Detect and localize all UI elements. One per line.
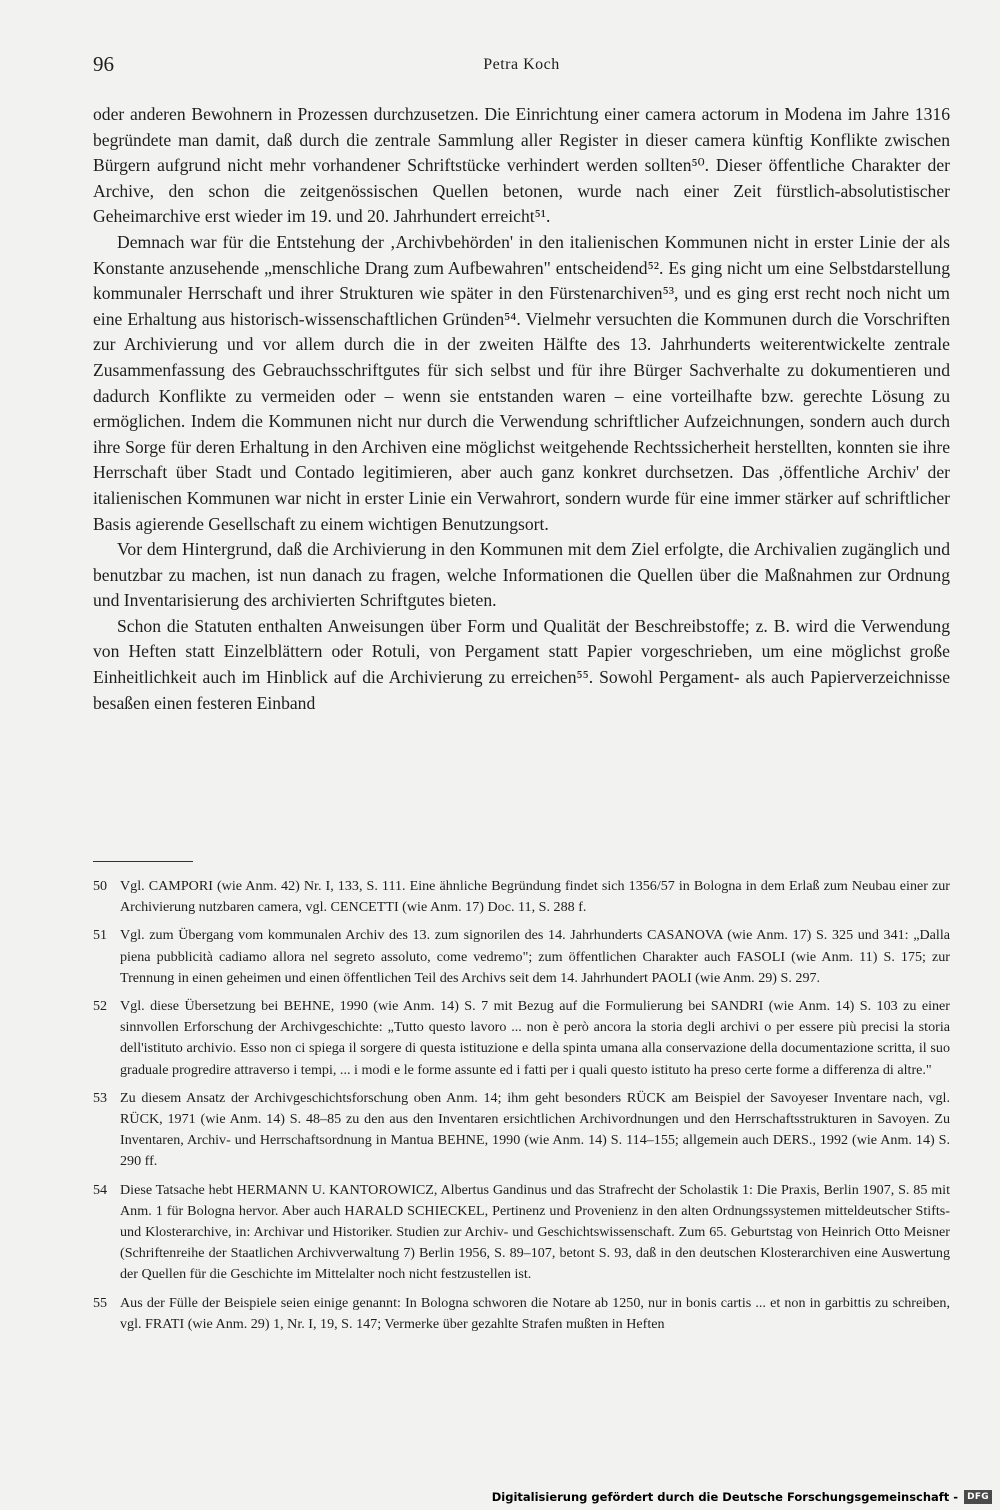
page-number: 96	[93, 52, 114, 76]
footnote	[93, 1088, 950, 1173]
footnote-text: Diese Tatsache hebt HERMANN U. KANTOROWICZ, Albertus Gandinus und das Strafrecht der Scholastik 1: Die Praxis, Berlin 1907, S. 85 mit Anm. 1 für Bologna hervor. Aber auch HARALD SCHIECKEL, Pertinenz und Provenienz in den alten Ordnungssystemen mitteldeutscher Stifts- und Klosterarchive, in: Archivar und Historiker. Studien zur Archiv- und Geschichtswissenschaft. Zum 65. Geburtstag von Heinrich Otto Meisner (Schriftenreihe der Staatlichen Archivverwaltung 7) Berlin 1956, S. 89–107, betont S. 93, daß in den deutschen Klosterarchiven eine Auswertung der Quellen für die Geschichte im Mittelalter noch nicht festzustellen ist.	[120, 1181, 950, 1283]
body-text	[93, 102, 950, 716]
footnote-number: 55	[93, 1294, 108, 1311]
body-paragraph: Schon die Statuten enthalten Anweisungen über Form und Qualität der Beschreibstoffe; z. B. wird die Verwendung von Heften statt Einzelblättern oder Rotuli, von Pergament statt Papier vorgeschrieben, um eine möglichst große Einheitlichkeit auch im Hinblick auf die Archivierung zu erreichen⁵⁵. Sowohl Pergament- als auch Papierverzeichnisse besaßen einen festeren Einband	[93, 615, 950, 713]
footnote-number: 54	[93, 1181, 108, 1198]
footnote-number: 51	[93, 927, 108, 944]
body-paragraph: Demnach war für die Entstehung der ‚Archivbehörden' in den italienischen Kommunen nicht in erster Linie der als Konstante anzusehende „menschliche Drang zum Aufbewahren" entscheidend⁵². Es ging nicht um eine Selbstdarstellung kommunaler Herrschaft und ihrer Strukturen wie später in den Fürstenarchiven⁵³, und es ging erst recht noch nicht um eine Erhaltung aus historisch-wissenschaftlichen Gründen⁵⁴. Vielmehr versuchten die Kommunen durch die Vorschriften zur Archivierung und vor allem durch die in der zweiten Hälfte des 13. Jahrhunderts weiterentwickelte zentrale Zusammenfassung des Gebrauchsschriftgutes für sich selbst und für ihre Bürger Sachverhalte zu dokumentieren und dadurch Konflikte zu vermeiden oder – wenn sie entstanden waren – eine vorteilhafte bzw. gerechte Lösung zu ermöglichen. Indem die Kommunen nicht nur durch die Verwendung schriftlicher Aufzeichnungen, sondern auch durch ihre Sorge für deren Erhaltung in den Archiven eine möglichst weitgehende Rechtssicherheit herstellten, konnten sie ihre Herrschaft über Stadt und Contado legitimieren, aber auch ganz konkret durchsetzen. Das ‚öffentliche Archiv' der italienischen Kommunen war nicht in erster Linie ein Verwahrort, sondern wurde für eine immer stärker auf schriftlicher Basis agierende Gesellschaft zu einem wichtigen Benutzungsort.	[93, 231, 950, 534]
footnote	[93, 1180, 950, 1286]
running-head: Petra Koch	[483, 56, 560, 73]
funding-note: Digitalisierung gefördert durch die Deutsche Forschungsgemeinschaft -	[491, 1490, 959, 1504]
footnote-text: Vgl. diese Übersetzung bei BEHNE, 1990 (wie Anm. 14) S. 7 mit Bezug auf die Formulierung bei SANDRI (wie Anm. 14) S. 103 zu einer sinnvollen Erforschung der Archivgeschichte: „Tutto questo lavoro ... non è però ancora la storia degli archivi o per essere più precisi la storia dell'istituto archivio. Esso non ci spiega il sorgere di questa istituzione e della spinta umana alla conservazione della documentazione scritta, il suo graduale progredire attraverso i tempi, ... i modi e le forme assunte ed i fatti per i quali questo istituto ha preso certe forme a differenza di altre."	[120, 998, 950, 1078]
footnote	[93, 996, 950, 1081]
footnote-number: 50	[93, 878, 108, 894]
footnote-divider	[93, 861, 193, 862]
footnote	[93, 876, 950, 918]
funding-footer	[492, 1488, 992, 1506]
dfg-logo-icon: DFG	[964, 1490, 992, 1504]
footnotes	[93, 876, 950, 1342]
footnote-text: Vgl. CAMPORI (wie Anm. 42) Nr. I, 133, S. 111. Eine ähnliche Begründung findet sich 1356/57 in Bologna in dem Erlaß zum Neubau einer zur Archivierung nutzbaren camera, vgl. CENCETTI (wie Anm. 17) Doc. 11, S. 288 f.	[120, 878, 950, 916]
footnote-text: Zu diesem Ansatz der Archivgeschichtsforschung oben Anm. 14; ihm geht besonders RÜCK am Beispiel der Savoyeser Inventare nach, vgl. RÜCK, 1971 (wie Anm. 14) S. 48–85 zu den aus den Inventaren ersichtlichen Archivordnungen und den Herrschaftsstrukturen in Savoyen. Zu Inventaren, Archiv- und Herrschaftsordnung in Mantua BEHNE, 1990 (wie Anm. 14) S. 114–155; allgemein auch DERS., 1992 (wie Anm. 14) S. 290 ff.	[120, 1089, 950, 1170]
body-paragraph: Vor dem Hintergrund, daß die Archivierung in den Kommunen mit dem Ziel erfolgte, die Archivalien zugänglich und benutzbar zu machen, ist nun danach zu fragen, welche Informationen die Quellen über die Maßnahmen zur Ordnung und Inventarisierung des archivierten Schriftgutes bieten.	[93, 539, 950, 611]
footnote-number: 52	[93, 998, 108, 1015]
body-paragraph: oder anderen Bewohnern in Prozessen durchzusetzen. Die Einrichtung einer camera actorum in Modena im Jahre 1316 begründete man damit, daß durch die zentrale Sammlung aller Register in dieser camera künftig Konflikte zwischen Bürgern aufgrund nicht mehr vorhandener Schriftstücke verhindert werden sollten⁵⁰. Dieser öffentliche Charakter der Archive, den schon die zeitgenössischen Quellen betonen, wurde nach einer Zeit fürstlich-absolutistischer Geheimarchive erst wieder im 19. und 20. Jahrhundert erreicht⁵¹.	[93, 104, 950, 227]
footnote	[93, 925, 950, 989]
page-header	[93, 52, 950, 82]
footnote	[93, 1293, 950, 1335]
footnote-text: Vgl. zum Übergang vom kommunalen Archiv des 13. zum signorilen des 14. Jahrhunderts CASANOVA (wie Anm. 17) S. 325 und 341: „Dalla piena pubblicità cadiamo allora nel segreto assoluto, come vedremo"; zum öffentlichen Charakter auch FASOLI (wie Anm. 11) S. 175; zur Trennung in einen geheimen und einen öffentlichen Teil des Archivs seit dem 14. Jahrhundert PAOLI (wie Anm. 29) S. 297.	[120, 927, 950, 986]
footnote-number: 53	[93, 1089, 108, 1106]
footnote-text: Aus der Fülle der Beispiele seien einige genannt: In Bologna schworen die Notare ab 1250, nur in bonis cartis ... et non in garbittis zu schreiben, vgl. FRATI (wie Anm. 29) 1, Nr. I, 19, S. 147; Vermerke über gezahlte Strafen mußten in Heften	[120, 1294, 950, 1332]
